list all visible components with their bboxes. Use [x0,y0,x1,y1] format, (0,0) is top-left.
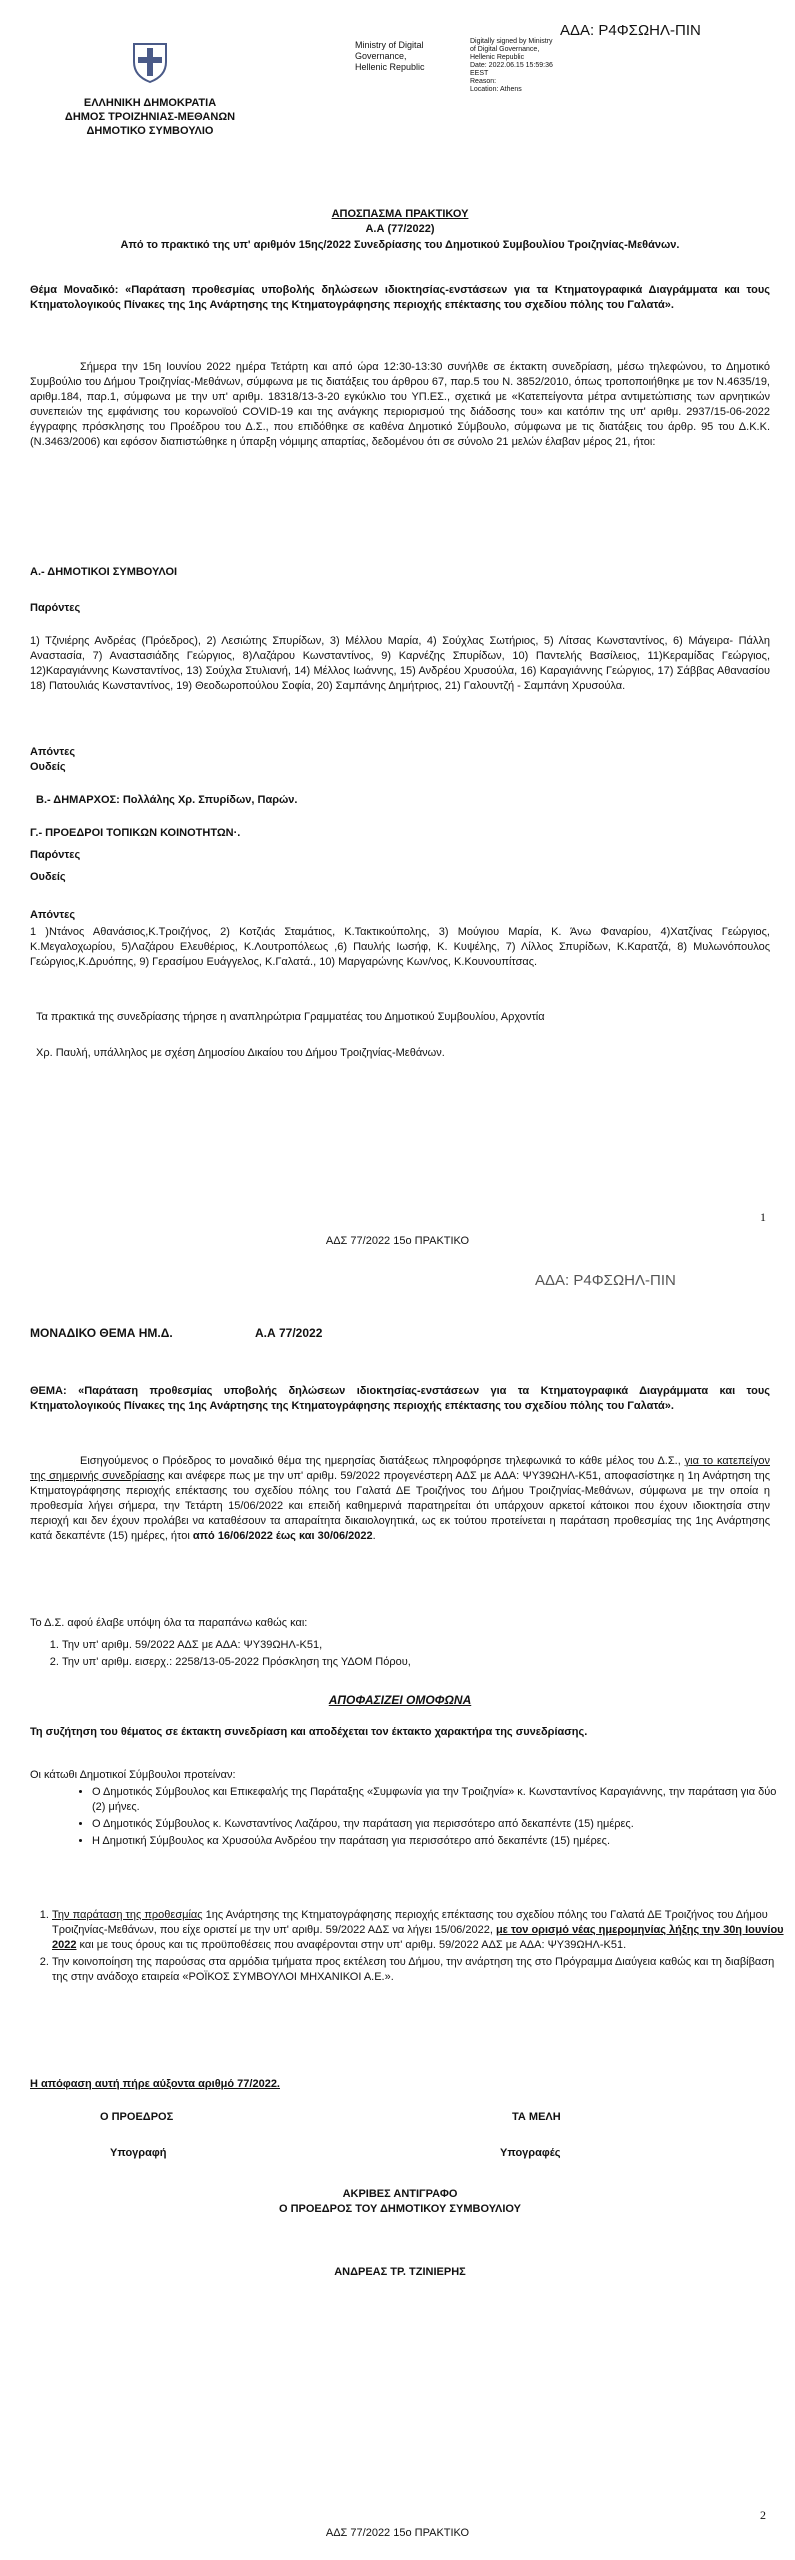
page-number: 1 [760,1210,766,1224]
section-c-heading: Γ.- ΠΡΟΕΔΡΟΙ ΤΟΠΙΚΩΝ ΚΟΙΝΟΤΗΤΩΝ·. [30,827,241,839]
true-copy: ΑΚΡΙΒΕΣ ΑΝΤΙΓΡΑΦΟ [342,2188,458,2200]
subject-text: Θέμα Μοναδικό: «Παράταση προθεσμίας υποβολής δηλώσεων ιδιοκτησίας-ενστάσεων για τα Κτηματογραφικά Διαγράμματα και τους Κτηματολογικούς Πίνακες της 1ης Ανάρτησης της Κτηματογράφησης περιοχής επέκτασης του σχεδίου πόλης του Γαλατά». [30,284,770,311]
subject-text-2: ΘΕΜΑ: «Παράταση προθεσμίας υποβολής δηλώσεων ιδιοκτησίας-ενστάσεων για τα Κτηματογραφικά Διαγράμματα και τους Κτηματολογικούς Πίνακες της 1ης Ανάρτησης της Κτηματογράφησης περιοχής επέκτασης του σχεδίου πόλης του Γαλατά». [30,1385,770,1412]
section-a-heading: Α.- ΔΗΜΟΤΙΚΟΙ ΣΥΜΒΟΥΛΟΙ [30,566,178,578]
list-item: 1. Την υπ' αριθμ. 59/2022 ΑΔΣ με ΑΔΑ: ΨΥ39ΩΗΛ-Κ51, [62,1638,762,1653]
page-footer-2: ΑΔΣ 77/2022 15ο ΠΡΑΚΤΙΚΟ [325,2527,470,2539]
page-2 [0,1272,795,2560]
secretary-line-1: Τα πρακτικά της συνεδρίασης τήρησε η αναπληρώτρια Γραμματέας του Δημοτικού Συμβουλίου, Αρχοντία [36,1011,545,1023]
authority-header: ΕΛΛΗΝΙΚΗ ΔΗΜΟΚΡΑΤΙΑ ΔΗΜΟΣ ΤΡΟΙΖΗΝΙΑΣ-ΜΕΘΑΝΩΝ ΔΗΜΟΤΙΚΟ ΣΥΜΒΟΥΛΙΟ [64,97,236,137]
proposals-heading: Οι κάτωθι Δημοτικοί Σύμβουλοι προτείναν: [30,1769,236,1781]
page-number-2: 2 [760,2508,766,2522]
decision-list [30,1908,792,1987]
decision-number: Α.Α (77/2022) [365,223,435,235]
section-b-mayor: Β.- ΔΗΜΑΡΧΟΣ: Πολλάλης Χρ. Σπυρίδων, Παρών. [36,794,298,806]
decision-item-2: 2. Την κοινοποίηση της παρούσας στα αρμόδια τμήματα προς εκτέλεση του Δήμου, την ανάρτηση της στο Πρόγραμμα Διαύγεια καθώς και τη διαβίβαση της στην ανάδοχο εταιρεία «ΡΟΪΚΟΣ ΣΥΜΒΟΥΛΟΙ ΜΗΧΑΝΙΚΟΙ Α.Ε.». [52,1955,792,1985]
urgent-acceptance: Τη συζήτηση του θέματος σε έκτακτη συνεδρίαση και αποδέχεται τον έκτακτο χαρακτήρα της συνεδρίασης. [30,1726,588,1738]
proposal-paragraph: Εισηγούμενος ο Πρόεδρος το μοναδικό θέμα της ημερησίας διατάξεως πληροφόρησε τηλεφωνικά το κάθε μέλος του Δ.Σ., για το κατεπείγον της σημερινής συνεδρίασης και ανέφερε πως με την υπ' αριθμ. 59/2022 προγενέστερη ΑΔΣ με ΑΔΑ: ΨΥ39ΩΗΛ-Κ51, αποφασίστηκε η 1η Ανάρτηση της Κτηματογράφησης περιοχής επέκτασης του σχεδίου πόλης του Γαλατά ΔΕ Τροιζήνος του Δήμου Τροιζηνίας-Μεθάνων, σύμφωνα με την οποία η προθεσμία λήγει σήμερα, την Τετάρτη 15/06/2022 και επειδή καθημερινά παρατηρείται ότι υπάρχουν αρκετοί κάτοικοι που έχουν ιδιοκτησία στην περιοχή και δεν έχουν προλάβει να καταθέσουν τα απαραίτητα δικαιολογητικά, ως εκ τούτου προτείνεται η παράταση προθεσμίας της 1ης Ανάρτησης κατά δεκαπέντε (15) ημέρες, ήτοι από 16/06/2022 έως και 30/06/2022. [30,1455,770,1542]
ministry-block: Ministry of Digital Governance, Hellenic Republic [355,40,425,72]
present-list: 1) Τζινιέρης Ανδρέας (Πρόεδρος), 2) Λεσιώτης Σπυρίδων, 3) Μέλλου Μαρία, 4) Σούχλας Σωτήριος, 5) Λίτσας Κωνσταντίνος, 6) Μάγειρα- Πάλλη Αναστασία, 7) Αναστασιάδης Γεώργιος, 8)Λαζάρου Κωνσταντίνος, 9) Καρνέζης Σπυρίδων, 10) Παντελής Βασίλειος, 11)Κεραμίδας Γεώργιος, 12)Καραγιάννης Κωνσταντίνος, 13) Σούχλα Στυλιανή, 14) Μέλλος Ιωάννης, 15) Ανδρέου Χρυσούλα, 16) Καραγιάννης Γεώργιος, 17) Σάββας Αθανασίου 18) Πατουλιάς Κωνσταντίνος, 19) Θεοδωροπούλου Σοφία, 20) Σαμπάνης Δημήτριος, 21) Γαλουντζή - Σαμπάνη Χρυσούλα. [30,635,770,692]
absent-none: Ουδείς [30,761,66,773]
list-item: • Ο Δημοτικός Σύμβουλος και Επικεφαλής της Παράταξης «Συμφωνία για την Τροιζηνία» κ. Κωνσταντίνος Καραγιάννης, την παράταση για δύο (2) μήνες. [92,1785,792,1815]
proposals-list [70,1785,792,1851]
considerations-text: Το Δ.Σ. αφού έλαβε υπόψη όλα τα παραπάνω καθώς και: [30,1617,308,1629]
decision-number-2: Α.Α 77/2022 [255,1326,323,1340]
council-president-title: Ο ΠΡΟΕΔΡΟΣ ΤΟΥ ΔΗΜΟΤΙΚΟΥ ΣΥΜΒΟΥΛΙΟΥ [278,2203,522,2215]
absent-heading-c: Απόντες [30,909,76,921]
decision-number-line: Η απόφαση αυτή πήρε αύξοντα αριθμό 77/2022. [30,2078,280,2090]
president-label: Ο ΠΡΟΕΔΡΟΣ [100,2111,174,2123]
page-footer: ΑΔΣ 77/2022 15ο ΠΡΑΚΤΙΚΟ [325,1235,470,1247]
decision-item-1: 1. Την παράταση της προθεσμίας 1ης Ανάρτησης της Κτηματογράφησης περιοχής επέκτασης του σχεδίου πόλης του Γαλατά ΔΕ Τροιζήνος του Δήμου Τροιζηνίας-Μεθάνων, που είχε οριστεί με την υπ' αριθμ. 59/2022 ΑΔΣ να λήγει 15/06/2022, με τον ορισμό νέας ημερομηνίας λήξης την 30η Ιουνίου 2022 και με τους όρους και τις προϋποθέσεις που αναφέρονται στην υπ' αριθμ. 59/2022 ΑΔΣ με ΑΔΑ: ΨΥ39ΩΗΛ-Κ51. [52,1908,792,1953]
intro-paragraph: Σήμερα την 15η Ιουνίου 2022 ημέρα Τετάρτη και από ώρα 12:30-13:30 συνήλθε σε έκτακτη συνεδρίαση, μέσω τηλεφώνου, το Δημοτικό Συμβούλιο του Δήμου Τροιζηνίας-Μεθάνων, σύμφωνα με τις διατάξεις του άρθρου 67, παρ.5 του Ν. 3852/2010, όπως τροποποιήθηκε με τον Ν.4635/19, αριθμ.184, παρ.1, σύμφωνα με την υπ' αριθμ. 18318/13-3-20 εγκύκλιο του ΥΠ.ΕΣ., σχετικά με «Κατεπείγοντα μέτρα αντιμετώπισης των αρνητικών συνεπειών της εμφάνισης του κορωνοϊού COVID-19 και της ανάγκης περιορισμού της διάδοσης του» και κατόπιν της υπ' αριθμ. 2937/15-06-2022 έγγραφης πρόσκλησης του Προέδρου του Δ.Σ., που επιδόθηκε σε καθένα Δημοτικό Σύμβουλο, σύμφωνα με τις διατάξεις του άρθρ. 95 του Δ.Κ.Κ. (Ν.3463/2006) και εφόσον διαπιστώθηκε η ύπαρξη νόμιμης απαρτίας, δεδομένου ότι σε σύνολο 21 μελών έλαβαν μέρος 21, ήτοι: [30,361,770,448]
list-item: • Ο Δημοτικός Σύμβουλος κ. Κωνσταντίνος Λαζάρου, την παράταση για περισσότερο από δεκαπέντε (15) ημέρες. [92,1817,792,1832]
signature-label: Υπογραφή [110,2147,167,2159]
present-heading: Παρόντες [30,602,81,614]
present-none-c: Ουδείς [30,871,66,883]
present-heading-c: Παρόντες [30,849,81,861]
absent-heading: Απόντες [30,746,76,758]
secretary-line-2: Χρ. Παυλή, υπάλληλος με σχέση Δημοσίου Δικαίου του Δήμου Τροιζηνίας-Μεθάνων. [36,1047,445,1059]
greek-coat-of-arms-icon [130,40,170,84]
list-item: 2. Την υπ' αριθμ. εισερχ.: 2258/13-05-2022 Πρόσκληση της ΥΔΟΜ Πόρου, [62,1655,762,1670]
signer-name: ΑΝΔΡΕΑΣ ΤΡ. ΤΖΙΝΙΕΡΗΣ [334,2266,466,2278]
members-label: ΤΑ ΜΕΛΗ [512,2111,561,2123]
ada-code: ΑΔΑ: Ρ4ΦΣΩΗΛ-ΠΙΝ [560,22,701,39]
list-item: • Η Δημοτική Σύμβουλος κα Χρυσούλα Ανδρέου την παράταση για περισσότερο από δεκαπέντε (15) ημέρες. [92,1834,792,1849]
absent-list-c: 1 )Ντάνος Αθανάσιος,Κ.Τροιζήνος, 2) Κοτζιάς Σταμάτιος, Κ.Τακτικούπολης, 3) Μούγιου Μαρία, Κ. Άνω Φαναρίου, 4)Χατζίνας Γεώργιος, Κ.Μεγαλοχωρίου, 5)Λαζάρου Ελευθέριος, Κ.Λουτροπόλεως ,6) Παυλής Ιωσήφ, Κ. Κυψέλης, 7) Λίλλος Σπυρίδων, Κ.Καρατζά, 8) Μυλωνόπουλος Γεώργιος,Κ.Δρυόπης, 9) Γερασίμου Ευάγγελος, Κ.Γαλατά., 10) Μαργαρώνης Κων/νος, Κ.Κουνουπίτσας. [30,926,770,968]
signatures-label: Υπογραφές [500,2147,561,2159]
topic-heading: ΜΟΝΑΔΙΚΟ ΘΕΜΑ ΗΜ.Δ. [30,1326,173,1340]
minutes-source: Από το πρακτικό της υπ' αριθμόν 15ης/2022 Συνεδρίασης του Δημοτικού Συμβουλίου Τροιζηνίας-Μεθάνων. [120,239,680,251]
considerations-list [40,1638,762,1672]
digital-signature: Digitally signed by Ministry of Digital Governance, Hellenic Republic Date: 2022.06.15 15:59:36 EEST Reason: Location: Athens [470,38,553,93]
extract-title: ΑΠΟΣΠΑΣΜΑ ΠΡΑΚΤΙΚΟΥ [331,208,469,220]
ada-code-cut: ΑΔΑ: Ρ4ΦΣΩΗΛ-ΠΙΝ [535,1272,676,1289]
unanimous-decision: ΑΠΟΦΑΣΙΖΕΙ ΟΜΟΦΩΝΑ [328,1693,472,1707]
